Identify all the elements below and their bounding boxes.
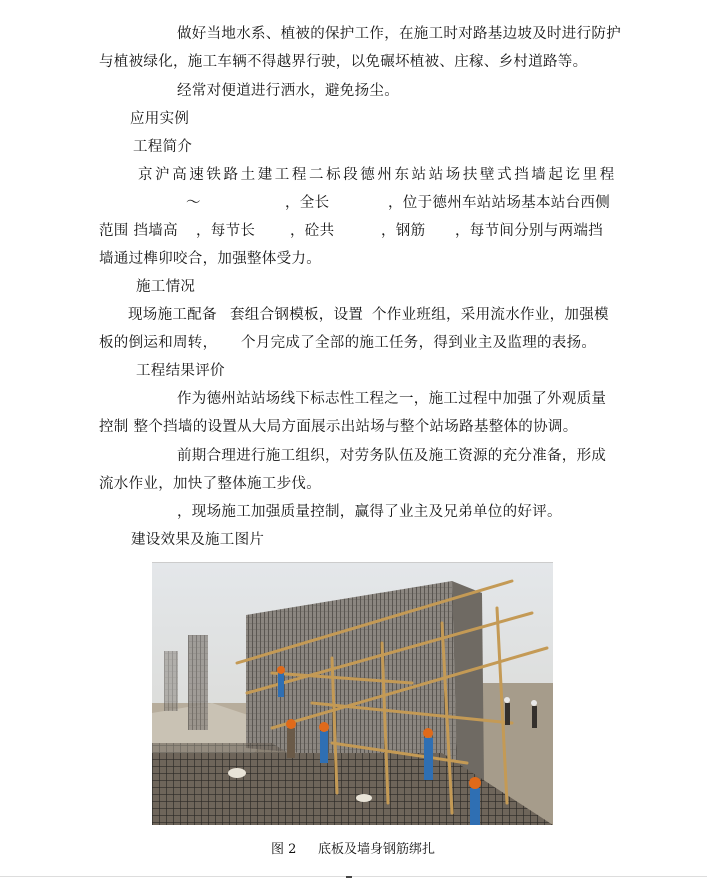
page-divider [0, 876, 707, 877]
paragraph-fragment: 个作业班组，采用流水作业，加强模 [372, 307, 609, 323]
paragraph-line: 前期合理进行施工组织，对劳务队伍及施工资源的充分准备，形成 [177, 448, 607, 464]
paragraph-fragment: 现场施工配备 [128, 307, 217, 323]
paragraph-fragment: 板的倒运和周转， [99, 335, 218, 351]
rebar-site-illustration [152, 563, 553, 825]
figure-caption: 底板及墙身钢筋绑扎 [318, 842, 436, 857]
paragraph-line: 京沪高速铁路土建工程二标段德州东站站场扶壁式挡墙起讫里程 [138, 167, 617, 183]
construction-photo [152, 562, 553, 825]
paragraph-fragment: 范围 挡墙高 [99, 223, 178, 239]
paragraph-fragment: ，全长 [285, 195, 330, 211]
section-heading: 应用实例 [130, 111, 190, 127]
paragraph-fragment: 个月完成了全部的施工任务，得到业主及监理的表扬。 [241, 335, 597, 351]
paragraph-line: 墙通过榫卯咬合，加强整体受力。 [99, 251, 321, 267]
paragraph-fragment: ，每节间分别与两端挡 [455, 223, 603, 239]
paragraph-line: 流水作业，加快了整体施工步伐。 [99, 476, 321, 492]
paragraph-fragment: ，砼共 [290, 223, 335, 239]
paragraph-fragment: ，位于德州车站站场基本站台西侧 [388, 195, 610, 211]
paragraph-line: 做好当地水系、植被的保护工作，在施工时对路基边坡及时进行防护 [177, 26, 621, 42]
paragraph-line: ，现场施工加强质量控制，赢得了业主及兄弟单位的好评。 [177, 504, 562, 520]
section-heading: 工程结果评价 [136, 363, 225, 379]
paragraph-line: 控制 整个挡墙的设置从大局方面展示出站场与整个站场路基整体的协调。 [99, 419, 578, 435]
figure-number: 图 2 [271, 842, 297, 857]
paragraph-line: 经常对便道进行洒水，避免扬尘。 [177, 83, 399, 99]
paragraph-fragment: ，钢筋 [381, 223, 426, 239]
paragraph-fragment: ～ [186, 195, 201, 211]
paragraph-line: 作为德州站站场线下标志性工程之一，施工过程中加强了外观质量 [177, 391, 607, 407]
section-heading: 工程简介 [133, 139, 193, 155]
paragraph-line: 与植被绿化，施工车辆不得越界行驶，以免碾坏植被、庄稼、乡村道路等。 [99, 54, 588, 70]
page-number-mark [346, 876, 352, 878]
section-heading: 施工情况 [136, 279, 196, 295]
paragraph-fragment: 套组合钢模板，设置 [230, 307, 364, 323]
section-heading: 建设效果及施工图片 [131, 532, 265, 548]
paragraph-fragment: ，每节长 [196, 223, 256, 239]
